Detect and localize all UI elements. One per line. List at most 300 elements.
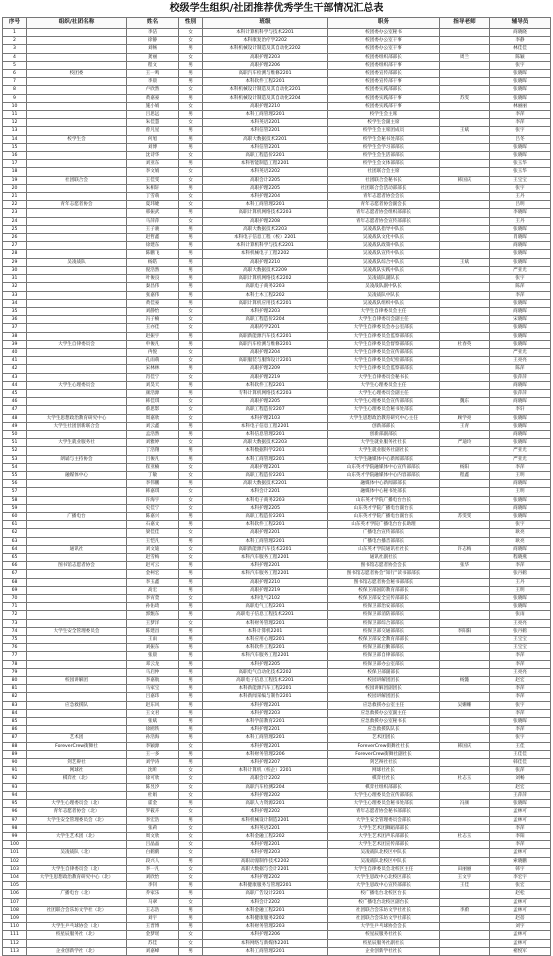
cell-name: 刘昊天: [127, 381, 179, 389]
cell-name: 赵东风: [127, 701, 179, 709]
cell-class: 高职大数据技术2201: [203, 480, 328, 488]
cell-position: 吴凌战队中队长: [328, 291, 440, 299]
cell-org: [27, 586, 127, 594]
cell-org: [27, 668, 127, 676]
cell-index: 21: [3, 193, 27, 201]
cell-position: 吴凌战队组织中队长: [328, 299, 440, 307]
cell-index: 69: [3, 586, 27, 594]
cell-class: 高职新能源汽车技术2201: [203, 545, 328, 553]
cell-org: [27, 266, 127, 274]
cell-gender: 男: [179, 578, 203, 586]
cell-org: [27, 603, 127, 611]
table-row: [3, 619, 551, 627]
cell-org: 社团联合会乐坊文学社（北）: [27, 906, 127, 914]
cell-org: [27, 348, 127, 356]
cell-name: 王梦洋: [127, 619, 179, 627]
cell-gender: 男: [179, 234, 203, 242]
cell-position: 山东英才学院广播电台副台长: [328, 504, 440, 512]
cell-advisor: [440, 78, 490, 86]
cell-name: 王亦佳: [127, 324, 179, 332]
cell-advisor: [440, 767, 490, 775]
cell-advisor: [440, 734, 490, 742]
cell-position: 吴凌战队指导中队长: [328, 225, 440, 233]
cell-class: 本科计算机2201: [203, 627, 328, 635]
cell-gender: 男: [179, 709, 203, 717]
cell-counselor: 李宏宇: [490, 873, 551, 881]
cell-org: [27, 496, 127, 504]
cell-org: [27, 783, 127, 791]
cell-counselor: 褚悦军: [490, 947, 551, 955]
header-cell-name: 姓名: [127, 18, 179, 29]
cell-counselor: 李萍: [490, 685, 551, 693]
cell-counselor: 商晓晖: [490, 480, 551, 488]
table-row: [3, 193, 551, 201]
table-row: [3, 53, 551, 61]
table-row: [3, 939, 551, 947]
cell-advisor: 吴姗姗: [440, 701, 490, 709]
cell-position: 山东英才学院通讯社社长: [328, 545, 440, 553]
cell-counselor: 王亮亮: [490, 357, 551, 365]
cell-org: 剑艺辩社: [27, 759, 127, 767]
cell-org: [27, 595, 127, 603]
cell-org: [27, 693, 127, 701]
cell-index: 107: [3, 898, 27, 906]
cell-advisor: 杨懿: [440, 677, 490, 685]
cell-gender: 女: [179, 529, 203, 537]
cell-org: [27, 537, 127, 545]
table-row: [3, 586, 551, 594]
cell-org: [27, 529, 127, 537]
table-row: [3, 266, 551, 274]
cell-class: 本科护理2201: [203, 701, 328, 709]
cell-advisor: [440, 299, 490, 307]
table-row: [3, 775, 551, 783]
cell-org: [27, 37, 127, 45]
cell-class: 本科财务管理2201: [203, 619, 328, 627]
cell-advisor: [440, 86, 490, 94]
cell-name: 邢振武: [127, 209, 179, 217]
cell-class: 高职会计2205: [203, 176, 328, 184]
cell-class: 本科机械设计制造2201: [203, 816, 328, 824]
cell-gender: 男: [179, 914, 203, 922]
cell-position: 大学生融媒体中心新闻部部长: [328, 455, 440, 463]
cell-gender: 男: [179, 611, 203, 619]
table-row: [3, 832, 551, 840]
cell-name: 梁佳佳: [127, 529, 179, 537]
cell-org: [27, 488, 127, 496]
cell-position: 剑艺辩社社长: [328, 759, 440, 767]
cell-counselor: 商晓晖: [490, 242, 551, 250]
cell-name: 张斌: [127, 718, 179, 726]
cell-advisor: [440, 939, 490, 947]
cell-advisor: [440, 923, 490, 931]
cell-class: 高职大数据与会计2201: [203, 865, 328, 873]
cell-advisor: 魏东: [440, 398, 490, 406]
cell-gender: 女: [179, 414, 203, 422]
table-row: [3, 570, 551, 578]
cell-name: 沈昕: [127, 767, 179, 775]
table-row: [3, 414, 551, 422]
cell-advisor: [440, 685, 490, 693]
cell-name: 许海宇: [127, 496, 179, 504]
table-row: [3, 685, 551, 693]
cell-advisor: [440, 283, 490, 291]
cell-counselor: 商晓晓: [490, 29, 551, 37]
cell-advisor: 张华: [440, 562, 490, 570]
cell-org: 青年志愿者协会: [27, 201, 127, 209]
cell-advisor: [440, 529, 490, 537]
table-row: [3, 873, 551, 881]
cell-org: 艺术团: [27, 734, 127, 742]
cell-index: 31: [3, 275, 27, 283]
cell-gender: 男: [179, 668, 203, 676]
cell-counselor: 孟林可: [490, 931, 551, 939]
cell-index: 36: [3, 316, 27, 324]
cell-advisor: [440, 275, 490, 283]
cell-counselor: 赵宏: [490, 783, 551, 791]
cell-advisor: [440, 143, 490, 151]
cell-class: 高职工程造价2201: [203, 152, 328, 160]
cell-name: 王志浩: [127, 906, 179, 914]
cell-index: 30: [3, 266, 27, 274]
cell-org: [27, 660, 127, 668]
table-row: [3, 422, 551, 430]
cell-counselor: 李萍: [490, 119, 551, 127]
cell-advisor: [440, 554, 490, 562]
table-row: [3, 365, 551, 373]
cell-index: 100: [3, 841, 27, 849]
cell-index: 19: [3, 176, 27, 184]
cell-name: 马萍萍: [127, 217, 179, 225]
cell-org: [27, 570, 127, 578]
cell-name: 王一鸣: [127, 70, 179, 78]
cell-counselor: 张晓晖: [490, 439, 551, 447]
cell-position: 青年志愿者协会宣传部部长: [328, 217, 440, 225]
cell-index: 45: [3, 389, 27, 397]
cell-position: 青年志愿者协会会长: [328, 193, 440, 201]
cell-org: 融媒体中心: [27, 471, 127, 479]
cell-org: [27, 389, 127, 397]
cell-org: [27, 299, 127, 307]
cell-counselor: 张晓晖: [490, 86, 551, 94]
cell-name: 罗筱卉: [127, 808, 179, 816]
cell-gender: 男: [179, 242, 203, 250]
cell-class: 高职工程造价2204: [203, 316, 328, 324]
cell-name: 赵振宇: [127, 332, 179, 340]
cell-org: 图书馆志愿者协会: [27, 562, 127, 570]
cell-index: 58: [3, 496, 27, 504]
cell-class: 本科护理2201: [203, 562, 328, 570]
cell-advisor: [440, 644, 490, 652]
cell-name: 李伟鹏: [127, 480, 179, 488]
cell-gender: 女: [179, 554, 203, 562]
cell-class: 本科信管2201: [203, 143, 328, 151]
cell-org: 棋弈社（北）: [27, 775, 127, 783]
cell-name: 孙佑琦: [127, 603, 179, 611]
table-row: [3, 389, 551, 397]
cell-name: 刘振东: [127, 644, 179, 652]
cell-gender: 男: [179, 636, 203, 644]
cell-counselor: 张晓晖: [490, 70, 551, 78]
cell-org: 社团联合会: [27, 176, 127, 184]
cell-position: 青年志愿者协会副会长: [328, 201, 440, 209]
cell-name: 刘静怡: [127, 307, 179, 315]
cell-gender: 男: [179, 111, 203, 119]
cell-class: 高职动漫制作技术2202: [203, 857, 328, 865]
cell-name: 邓云龙: [127, 660, 179, 668]
cell-name: 程文: [127, 61, 179, 69]
cell-position: 校保卫部消防部部长: [328, 611, 440, 619]
table-row: [3, 283, 551, 291]
cell-index: 81: [3, 685, 27, 693]
cell-advisor: 冯颜: [440, 800, 490, 808]
table-row: [3, 463, 551, 471]
cell-gender: 女: [179, 939, 203, 947]
cell-class: 高职服装与服饰设计2201: [203, 357, 328, 365]
cell-counselor: 赵蓓: [490, 914, 551, 922]
cell-index: 61: [3, 521, 27, 529]
cell-counselor: 刘宇: [490, 923, 551, 931]
cell-class: 高职会计2202: [203, 775, 328, 783]
cell-advisor: 杜志玉: [440, 832, 490, 840]
cell-position: 校广播电台北校区台长: [328, 890, 440, 898]
cell-position: 校保卫部安全教育部部长: [328, 636, 440, 644]
cell-advisor: [440, 316, 490, 324]
table-row: [3, 800, 551, 808]
cell-index: 33: [3, 291, 27, 299]
cell-counselor: 张晓晖: [490, 78, 551, 86]
cell-position: 大学生艺术团宣传部部长: [328, 841, 440, 849]
cell-index: 26: [3, 234, 27, 242]
cell-advisor: 王斌: [440, 258, 490, 266]
cell-name: 黄佳豪: [127, 299, 179, 307]
table-row: [3, 701, 551, 709]
cell-name: 孟浩然: [127, 430, 179, 438]
cell-class: 本科汽车服务工程2201: [203, 554, 328, 562]
cell-name: 李玉鑫: [127, 578, 179, 586]
cell-class: 本科智能制造工程2201: [203, 160, 328, 168]
cell-counselor: 张丹鹤: [490, 570, 551, 578]
cell-gender: 男: [179, 209, 203, 217]
cell-position: 棋弈社组织部部长: [328, 783, 440, 791]
cell-counselor: 李萍: [490, 841, 551, 849]
cell-index: 92: [3, 775, 27, 783]
cell-org: [27, 726, 127, 734]
cell-index: 37: [3, 324, 27, 332]
table-row: [3, 143, 551, 151]
cell-org: 大学生安全管理委员会（北）: [27, 816, 127, 824]
cell-org: [27, 406, 127, 414]
cell-position: 吴凌战队政策中队长: [328, 242, 440, 250]
cell-org: 大学生乒乓球协会（北）: [27, 923, 127, 931]
cell-gender: 女: [179, 504, 203, 512]
cell-index: 35: [3, 307, 27, 315]
cell-gender: 女: [179, 316, 203, 324]
cell-position: 大学生心理委员会副主任: [328, 389, 440, 397]
table-row: [3, 849, 551, 857]
cell-org: 大学生心理委员会: [27, 381, 127, 389]
cell-index: 89: [3, 750, 27, 758]
table-row: [3, 168, 551, 176]
cell-class: 高职计算机网络技术2202: [203, 275, 328, 283]
cell-position: 通讯社副社长: [328, 554, 440, 562]
cell-name: 张嘉伟: [127, 291, 179, 299]
cell-gender: 女: [179, 742, 203, 750]
cell-index: 17: [3, 160, 27, 168]
cell-counselor: 张萍萍: [490, 373, 551, 381]
cell-org: 校园讲解团: [27, 677, 127, 685]
cell-index: 28: [3, 250, 27, 258]
cell-advisor: [440, 168, 490, 176]
cell-index: 25: [3, 225, 27, 233]
cell-gender: 女: [179, 29, 203, 37]
cell-counselor: 李萍: [490, 562, 551, 570]
cell-index: 93: [3, 783, 27, 791]
cell-class: 本科软件工程2201: [203, 78, 328, 86]
table-row: [3, 234, 551, 242]
cell-advisor: [440, 898, 490, 906]
cell-org: [27, 521, 127, 529]
cell-index: 1: [3, 29, 27, 37]
cell-index: 110: [3, 923, 27, 931]
cell-class: 高职汽车检测2204: [203, 783, 328, 791]
cell-counselor: 王明: [490, 586, 551, 594]
cell-index: 71: [3, 603, 27, 611]
cell-class: 本科护理2202: [203, 808, 328, 816]
cell-gender: 男: [179, 266, 203, 274]
cell-counselor: 王佳佳: [490, 750, 551, 758]
cell-gender: 男: [179, 250, 203, 258]
table-row: [3, 357, 551, 365]
cell-counselor: 严亚光: [490, 266, 551, 274]
cell-position: 大学生心理委员会秘书处部长: [328, 406, 440, 414]
cell-position: 大学生就业服务社社长: [328, 439, 440, 447]
cell-class: 本科护理2205: [203, 660, 328, 668]
cell-position: 校团委实践部干事: [328, 102, 440, 110]
table-row: [3, 750, 551, 758]
cell-advisor: [440, 570, 490, 578]
cell-index: 11: [3, 111, 27, 119]
cell-gender: 男: [179, 291, 203, 299]
cell-advisor: [440, 537, 490, 545]
table-row: [3, 611, 551, 619]
cell-class: 高职护理2219: [203, 373, 328, 381]
cell-index: 48: [3, 414, 27, 422]
cell-name: 夏玮婕: [127, 201, 179, 209]
cell-advisor: [440, 849, 490, 857]
cell-org: 校星辰服务社（北）: [27, 931, 127, 939]
cell-counselor: 张丹鹤: [490, 627, 551, 635]
cell-counselor: 李萍: [490, 463, 551, 471]
cell-class: 高职电子商务2203: [203, 283, 328, 291]
cell-name: 段兴人: [127, 857, 179, 865]
cell-position: 大学生就业服务社副社长: [328, 447, 440, 455]
cell-counselor: 王宝宝: [490, 636, 551, 644]
cell-counselor: 王佳: [490, 742, 551, 750]
cell-counselor: 张晓晖: [490, 324, 551, 332]
table-row: [3, 488, 551, 496]
cell-name: 史佳宁: [127, 504, 179, 512]
cell-advisor: [440, 791, 490, 799]
cell-advisor: [440, 718, 490, 726]
cell-name: 沈诗华: [127, 152, 179, 160]
cell-class: 本科汽车服务工程2201: [203, 570, 328, 578]
cell-position: 大学生自律委员会北校区主任: [328, 865, 440, 873]
cell-name: 陈昱汐: [127, 783, 179, 791]
cell-counselor: 张宇: [490, 734, 551, 742]
cell-advisor: [440, 152, 490, 160]
cell-position: 图书馆志愿者协会“知行”读书部部长: [328, 570, 440, 578]
cell-counselor: 王萍萍: [490, 791, 551, 799]
cell-index: 72: [3, 611, 27, 619]
cell-name: 霍金: [127, 800, 179, 808]
cell-org: 大学生社团创新联合会: [27, 422, 127, 430]
cell-org: [27, 398, 127, 406]
table-row: [3, 512, 551, 520]
cell-position: 应急救援队队长: [328, 726, 440, 734]
cell-gender: 男: [179, 734, 203, 742]
cell-advisor: [440, 726, 490, 734]
cell-gender: 女: [179, 348, 203, 356]
cell-gender: 女: [179, 849, 203, 857]
table-row: [3, 578, 551, 586]
cell-class: 高职护理2209: [203, 365, 328, 373]
cell-advisor: [440, 365, 490, 373]
cell-gender: 男: [179, 160, 203, 168]
cell-advisor: [440, 759, 490, 767]
cell-org: [27, 184, 127, 192]
cell-counselor: 李轩: [490, 406, 551, 414]
cell-position: 校星辰服务社副社长: [328, 939, 440, 947]
cell-position: 大学生自律委员会督察部部长: [328, 340, 440, 348]
cell-index: 62: [3, 529, 27, 537]
cell-position: 吴凌战队综合中队长: [328, 258, 440, 266]
cell-org: [27, 718, 127, 726]
cell-advisor: [440, 611, 490, 619]
cell-counselor: 商晓晖: [490, 307, 551, 315]
cell-org: [27, 939, 127, 947]
cell-position: 校团委办公室秘书: [328, 29, 440, 37]
cell-counselor: 商晓晖: [490, 545, 551, 553]
cell-position: 校学生会文体部部长: [328, 160, 440, 168]
table-row: [3, 947, 551, 955]
cell-index: 10: [3, 102, 27, 110]
cell-position: 吴凌战队副队长: [328, 275, 440, 283]
cell-advisor: [440, 947, 490, 955]
cell-index: 66: [3, 562, 27, 570]
cell-position: 校团委组织部干事: [328, 61, 440, 69]
cell-counselor: 王亮亮: [490, 619, 551, 627]
cell-advisor: [440, 652, 490, 660]
cell-index: 104: [3, 873, 27, 881]
cell-advisor: [440, 266, 490, 274]
cell-gender: 女: [179, 619, 203, 627]
cell-counselor: 程晓燕: [490, 554, 551, 562]
cell-counselor: 张晓晖: [490, 250, 551, 258]
cell-counselor: 李萍: [490, 652, 551, 660]
cell-advisor: [440, 61, 490, 69]
cell-gender: 男: [179, 70, 203, 78]
cell-org: [27, 143, 127, 151]
cell-name: 徐可欣: [127, 775, 179, 783]
cell-advisor: [440, 603, 490, 611]
cell-gender: 女: [179, 324, 203, 332]
cell-name: 金梦瑶: [127, 931, 179, 939]
cell-gender: 男: [179, 447, 203, 455]
cell-advisor: [440, 750, 490, 758]
cell-position: 大学生自律委员会主任: [328, 307, 440, 315]
cell-advisor: [440, 45, 490, 53]
